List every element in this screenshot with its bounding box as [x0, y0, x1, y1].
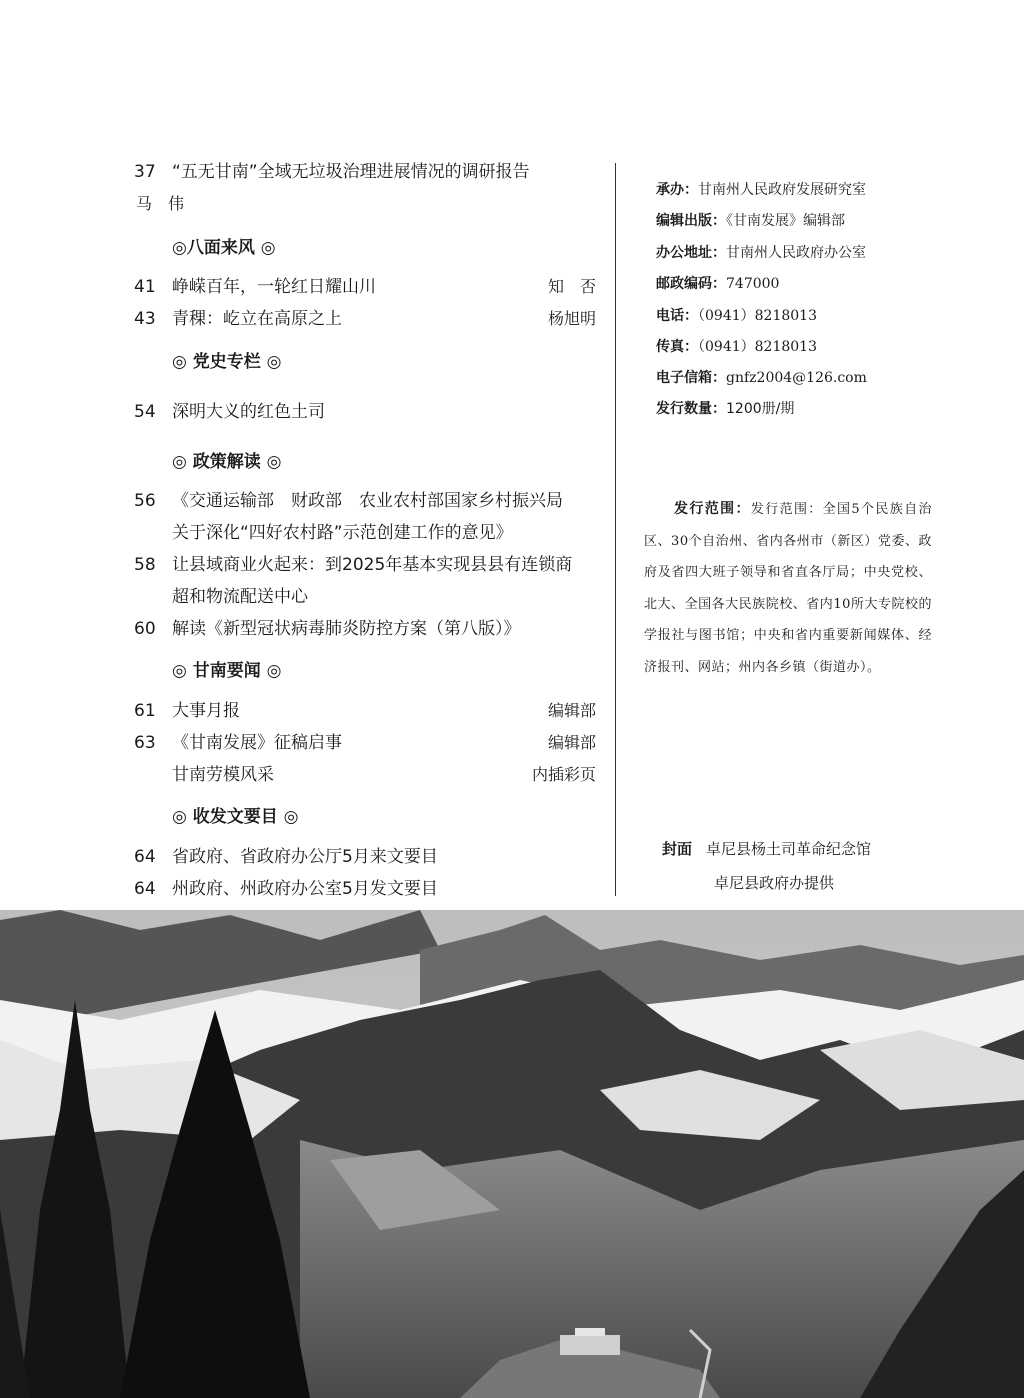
article-title-continued: 超和物流配送中心 — [172, 587, 308, 607]
info-address: 办公地址：甘南州人民政府办公室 — [656, 245, 866, 261]
article-author: 编辑部 — [547, 701, 596, 720]
section-heading: ◎ 党史专栏 ◎ — [172, 352, 282, 372]
page-number: 61 — [134, 701, 156, 721]
info-email: 电子信箱：gnfz2004@126.com — [656, 370, 867, 386]
distribution-scope — [644, 494, 932, 684]
mountain-landscape-photo — [0, 910, 1024, 1398]
article-title: 大事月报 — [172, 701, 240, 721]
article-author: 知 否 — [547, 277, 596, 296]
article-title: 甘南劳模风采 — [172, 765, 274, 785]
cover-caption — [662, 838, 871, 860]
section-heading: ◎ 甘南要闻 ◎ — [172, 661, 282, 681]
article-title: 解读《新型冠状病毒肺炎防控方案（第八版）》 — [172, 619, 521, 639]
article-author: 内插彩页 — [531, 765, 596, 784]
cover-label: 封面 — [662, 840, 693, 858]
section-heading: ◎八面来风 ◎ — [172, 238, 276, 258]
article-title: 让县域商业火起来：到2025年基本实现县县有连锁商 — [172, 555, 573, 575]
cover-credit: 卓尼县政府办提供 — [714, 874, 835, 892]
page-number: 54 — [134, 402, 156, 422]
article-title: 深明大义的红色土司 — [172, 402, 325, 422]
article-title: 青稞：屹立在高原之上 — [172, 309, 342, 329]
info-postcode: 邮政编码：747000 — [656, 276, 780, 292]
article-author: 杨旭明 — [547, 309, 596, 328]
column-divider — [615, 163, 616, 896]
page-number: 58 — [134, 555, 156, 575]
article-title: 省政府、省政府办公厅5月来文要目 — [172, 847, 438, 867]
page-number: 64 — [134, 847, 156, 867]
page-number: 37 — [134, 162, 156, 182]
info-fax: 传真：（0941）8218013 — [656, 339, 817, 355]
info-organizer: 承办：甘南州人民政府发展研究室 — [656, 182, 866, 198]
page-number: 60 — [134, 619, 156, 639]
page-number: 63 — [134, 733, 156, 753]
page-number: 41 — [134, 277, 156, 297]
article-title: 《甘南发展》征稿启事 — [172, 733, 342, 753]
article-title: 峥嵘百年，一轮红日耀山川 — [172, 277, 376, 297]
info-circulation: 发行数量：1200册/期 — [656, 401, 795, 417]
section-heading: ◎ 政策解读 ◎ — [172, 452, 282, 472]
section-heading: ◎ 收发文要目 ◎ — [172, 807, 299, 827]
article-title: “五无甘南”全域无垃圾治理进展情况的调研报告 — [172, 162, 530, 182]
page-number: 64 — [134, 879, 156, 899]
article-title: 《交通运输部 财政部 农业农村部国家乡村振兴局 — [172, 491, 563, 511]
info-editor: 编辑出版：《甘南发展》编辑部 — [656, 213, 845, 229]
distribution-text: 发行范围：全国5个民族自治区、30个自治州、省内各州市（新区）党委、政府及省四大班子领导和省直各厅局；中央党校、北大、全国各大民族院校、省内10所大专院校的学报社与图书馆；中央和省内重要新闻媒体、经济报刊、网站；州内各乡镇（街道办）。 — [644, 502, 933, 675]
article-author: 马 伟 — [135, 194, 184, 213]
article-title: 州政府、州政府办公室5月发文要目 — [172, 879, 438, 899]
cover-title: 卓尼县杨土司革命纪念馆 — [706, 840, 872, 858]
article-title-continued: 关于深化“四好农村路”示范创建工作的意见》 — [172, 523, 513, 543]
article-author: 编辑部 — [547, 733, 596, 752]
page-number: 56 — [134, 491, 156, 511]
info-phone: 电话：（0941）8218013 — [656, 308, 817, 324]
page-number: 43 — [134, 309, 156, 329]
distribution-label: 发行范围： — [674, 501, 751, 517]
